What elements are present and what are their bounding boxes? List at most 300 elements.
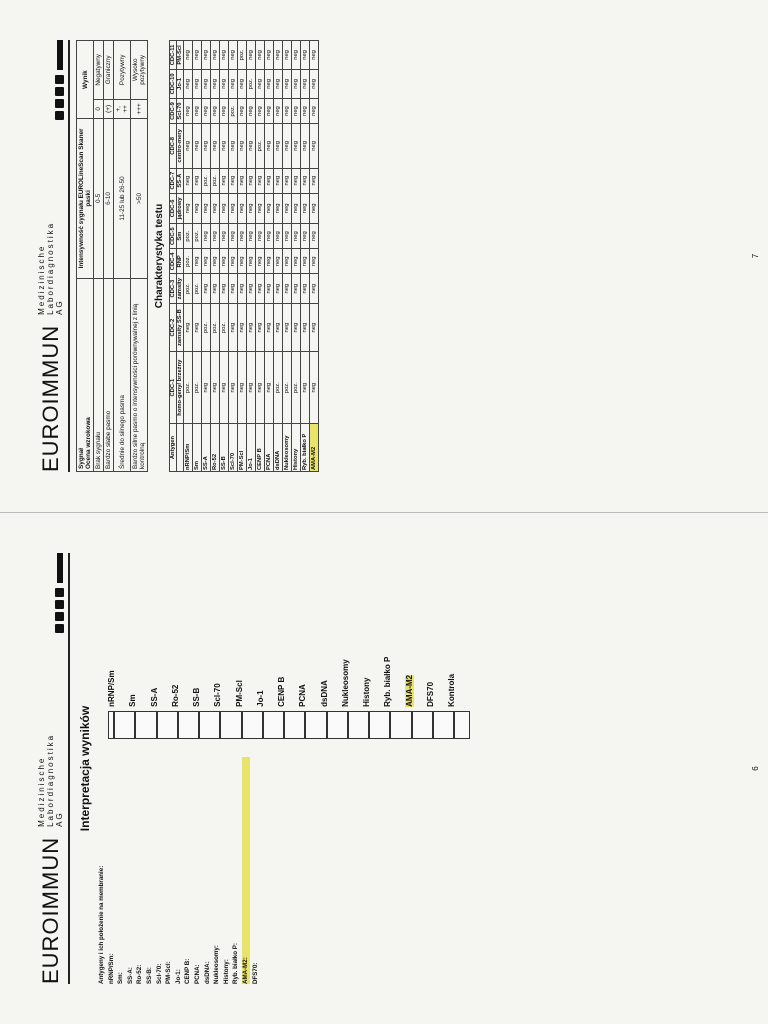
- table-cell: neg: [211, 124, 220, 168]
- table-cell: poz.: [211, 303, 220, 351]
- table-cell: neg: [229, 193, 238, 223]
- strip-label: AMA-M2: [404, 674, 414, 707]
- table-cell: neg: [193, 168, 202, 193]
- brand-sub-line: Medizinische: [37, 756, 46, 827]
- table-row: [202, 41, 211, 472]
- antigen-term: PM-Scl:: [165, 961, 173, 984]
- antigen-term: SS-B:: [145, 967, 153, 984]
- table-cell: neg: [220, 41, 229, 70]
- table-cell: neg: [247, 303, 256, 351]
- section-title: Charakterystyka testu: [154, 203, 165, 309]
- table-cell: SS-A: [202, 424, 211, 472]
- strip-band: [389, 712, 391, 738]
- table-cell: PM-Scl: [238, 424, 247, 472]
- table-cell: neg: [211, 249, 220, 274]
- strip-label: PCNA: [298, 684, 308, 707]
- table-cell: neg: [211, 224, 220, 249]
- table-cell: neg: [256, 274, 265, 304]
- strip-band: [368, 712, 370, 738]
- table-cell: neg: [193, 98, 202, 123]
- table-cell: poz.: [256, 124, 265, 168]
- table-cell: neg: [310, 274, 319, 304]
- table-cell: poz.: [184, 352, 193, 424]
- strip-label: Ryb. białko P: [383, 656, 393, 707]
- table-cell: neg: [265, 98, 274, 123]
- strip-label: Histony: [362, 677, 371, 707]
- intensity-table: [76, 40, 148, 472]
- table-cell: neg: [292, 124, 301, 168]
- antigen-definition: [194, 757, 202, 984]
- antigen-definition: [204, 757, 212, 984]
- table-cell: neg: [193, 41, 202, 70]
- antigen-definition: [108, 757, 116, 984]
- table-cell: neg: [310, 249, 319, 274]
- antigen-definition: [165, 757, 173, 984]
- strip-band: [134, 712, 136, 738]
- antigen-definition: [175, 757, 183, 984]
- strip-label: Scl-70: [213, 683, 223, 707]
- table-row: [301, 41, 310, 472]
- table-cell: neg: [184, 124, 193, 168]
- table-cell: Ro-52: [211, 424, 220, 472]
- table-cell: neg: [202, 98, 211, 123]
- table-cell: neg: [220, 352, 229, 424]
- table-cell: neg: [310, 98, 319, 123]
- table-cell: +++: [131, 99, 148, 119]
- table-cell: neg: [247, 193, 256, 223]
- table-row: [94, 41, 104, 472]
- table-cell: neg: [220, 193, 229, 223]
- table-cell: neg: [229, 124, 238, 168]
- table-cell: neg: [292, 69, 301, 98]
- strip-band: [432, 712, 434, 738]
- table-cell: neg: [202, 274, 211, 304]
- table-cell: neg: [301, 41, 310, 70]
- table-cell: neg: [301, 352, 310, 424]
- table-cell: Negatywny: [94, 41, 104, 100]
- table-cell: Brak sygnału: [94, 278, 104, 471]
- antigen-definition: [242, 757, 250, 984]
- antigen-definition: [156, 757, 164, 984]
- table-cell: neg: [301, 69, 310, 98]
- table-cell: neg: [310, 352, 319, 424]
- table-cell: neg: [310, 124, 319, 168]
- table-cell: +, ++: [114, 99, 131, 119]
- antigen-definition: [127, 757, 135, 984]
- table-cell: neg: [184, 168, 193, 193]
- table-cell: neg: [211, 193, 220, 223]
- table-cell: neg: [301, 249, 310, 274]
- brand-dots-icon: [55, 553, 64, 633]
- table-cell: neg: [184, 41, 193, 70]
- table-cell: neg: [274, 274, 283, 304]
- table-cell: 11-25 lub 26-50: [114, 119, 131, 278]
- table-cell: neg: [274, 41, 283, 70]
- table-cell: neg: [265, 193, 274, 223]
- table-cell: neg: [292, 224, 301, 249]
- strip-label: SS-A: [149, 687, 159, 707]
- table-cell: neg: [229, 168, 238, 193]
- antigen-term: DFS70:: [251, 962, 259, 984]
- table-cell: neg: [310, 69, 319, 98]
- table-cell: neg: [220, 224, 229, 249]
- table-cell: neg: [247, 168, 256, 193]
- strip-band: [326, 712, 328, 738]
- brand-sub-line: AG: [55, 811, 64, 827]
- table-cell: poz.: [193, 224, 202, 249]
- table-subheader: zamsity SS-B: [177, 303, 184, 351]
- table-cell: (+): [104, 99, 114, 119]
- table-cell: neg: [238, 249, 247, 274]
- strip-diagram: [98, 553, 456, 747]
- table-cell: neg: [184, 303, 193, 351]
- table-cell: 0: [94, 99, 104, 119]
- brand-sub-line: Labordiagnostika: [46, 221, 55, 315]
- table-cell: neg: [238, 352, 247, 424]
- table-cell: poz.: [274, 352, 283, 424]
- table-cell: Bardzo silne pasmo o intensywności porównywalnej z linią kontrolną: [131, 278, 148, 471]
- table-cell: neg: [265, 168, 274, 193]
- table-cell: neg: [247, 98, 256, 123]
- table-cell: neg: [292, 168, 301, 193]
- antigen-definitions: [98, 757, 261, 984]
- table-cell: poz.: [193, 274, 202, 304]
- table-cell: neg: [265, 124, 274, 168]
- table-cell: neg: [274, 168, 283, 193]
- table-subheader: jądrowy: [177, 193, 184, 223]
- table-cell: neg: [238, 168, 247, 193]
- table-header: CDC-8: [170, 124, 177, 168]
- brand-sub-line: Labordiagnostika: [46, 733, 55, 827]
- table-header: CDC-3: [170, 274, 177, 304]
- table-row: [131, 41, 148, 472]
- table-subheader: RNP: [177, 249, 184, 274]
- table-cell: CENP B: [256, 424, 265, 472]
- table-cell: neg: [238, 224, 247, 249]
- brand: [37, 222, 64, 472]
- table-row: [114, 41, 131, 472]
- table-cell: neg: [292, 193, 301, 223]
- table-cell: poz.: [211, 168, 220, 193]
- table-cell: neg: [184, 193, 193, 223]
- page-left: [0, 512, 768, 1024]
- antigen-term: nRNP/Sm:: [107, 953, 115, 984]
- table-cell: neg: [283, 168, 292, 193]
- table-subheader: [177, 424, 184, 472]
- table-cell: neg: [193, 124, 202, 168]
- table-cell: neg: [274, 98, 283, 123]
- table-cell: neg: [283, 274, 292, 304]
- table-row: [292, 41, 301, 472]
- strip-band: [219, 712, 221, 738]
- table-row: [265, 41, 274, 472]
- table-cell: neg: [184, 69, 193, 98]
- antigen-term: CENP B:: [184, 958, 192, 984]
- table-cell: neg: [292, 98, 301, 123]
- defs-list: [108, 757, 260, 984]
- table-subheader: Sm: [177, 224, 184, 249]
- table-cell: Nukleosomy: [283, 424, 292, 472]
- table-cell: Sm: [193, 424, 202, 472]
- strip-label: Sm: [128, 694, 138, 707]
- table-header: CDC-11: [170, 41, 177, 70]
- table-header: CDC-10: [170, 69, 177, 98]
- strip-label: Jo-1: [255, 690, 265, 707]
- table-cell: neg: [202, 224, 211, 249]
- table-cell: neg: [283, 124, 292, 168]
- table-cell: neg: [211, 69, 220, 98]
- table-cell: neg: [202, 41, 211, 70]
- table-row: [238, 41, 247, 472]
- table-cell: neg: [256, 303, 265, 351]
- table-header: CDC-6: [170, 193, 177, 223]
- table-cell: Histony: [292, 424, 301, 472]
- page-number: 6: [751, 766, 760, 771]
- table-cell: neg: [238, 69, 247, 98]
- table-cell: neg: [256, 98, 265, 123]
- table-cell: neg: [310, 224, 319, 249]
- defs-heading: Antygeny i ich położenie na membranie:: [98, 865, 105, 984]
- table-cell: neg: [256, 69, 265, 98]
- table-cell: neg: [274, 249, 283, 274]
- table-cell: neg: [265, 303, 274, 351]
- table-cell: neg: [229, 224, 238, 249]
- antigen-definition: [184, 757, 192, 984]
- table-cell: Jo-1: [247, 424, 256, 472]
- table-cell: neg: [256, 224, 265, 249]
- section-title: Interpretacja wyników: [78, 705, 92, 832]
- antigen-definition: [232, 757, 240, 984]
- table-cell: neg: [301, 98, 310, 123]
- table-cell: neg: [265, 41, 274, 70]
- antigen-definition: [252, 757, 260, 984]
- table-cell: neg: [274, 124, 283, 168]
- strip-label: DFS70: [425, 681, 435, 707]
- table-header: CDC-7: [170, 168, 177, 193]
- table-row: [211, 41, 220, 472]
- table-cell: neg: [247, 352, 256, 424]
- table-subheader: PM-Scl: [177, 41, 184, 70]
- table-cell: SS-B: [220, 424, 229, 472]
- table-cell: Pozytywny: [114, 41, 131, 100]
- page-header: [28, 553, 70, 984]
- table-header: CDC-4: [170, 249, 177, 274]
- antigen-definition: [117, 757, 125, 984]
- antigen-term: AMA-M2:: [241, 957, 249, 984]
- test-strip: [108, 711, 470, 739]
- table-cell: Scl-70: [229, 424, 238, 472]
- table-header: Sygnał Ocena wzrokowa: [77, 278, 94, 471]
- table-cell: poz.: [283, 352, 292, 424]
- table-cell: neg: [247, 41, 256, 70]
- strip-band: [241, 712, 243, 738]
- table-cell: nRNP/Sm: [184, 424, 193, 472]
- table-subheader: zamsity: [177, 274, 184, 304]
- table-cell: neg: [202, 249, 211, 274]
- table-cell: neg: [283, 224, 292, 249]
- table-subheader: homo-geny/ brzeżny: [177, 352, 184, 424]
- table-header: Antygen: [170, 424, 177, 472]
- table-cell: neg: [220, 274, 229, 304]
- table-cell: neg: [292, 303, 301, 351]
- table-cell: neg: [193, 69, 202, 98]
- table-cell: neg: [265, 274, 274, 304]
- antigen-term: Scl-70:: [155, 963, 163, 984]
- page-header: [28, 40, 70, 472]
- table-cell: neg: [310, 168, 319, 193]
- antigen-definition: [213, 757, 221, 984]
- table-cell: neg: [202, 69, 211, 98]
- page-number: 7: [751, 253, 760, 259]
- strip-band: [156, 712, 158, 738]
- table-cell: Graniczny: [104, 41, 114, 100]
- table-cell: neg: [283, 249, 292, 274]
- strip-label: Ro-52: [170, 684, 180, 707]
- table-cell: neg: [247, 124, 256, 168]
- table-cell: neg: [247, 249, 256, 274]
- strip-label: Nukleosomy: [340, 659, 350, 707]
- table-cell: neg: [310, 193, 319, 223]
- strip-label: dsDNA: [319, 680, 329, 707]
- strip-band: [198, 712, 200, 738]
- strip-band: [304, 712, 306, 738]
- table-cell: neg: [274, 193, 283, 223]
- table-cell: neg: [229, 303, 238, 351]
- table-cell: neg: [265, 352, 274, 424]
- table-cell: poz.: [202, 168, 211, 193]
- strip-band: [113, 712, 115, 738]
- table-cell: neg: [229, 249, 238, 274]
- table-cell: neg: [238, 303, 247, 351]
- table-cell: neg: [301, 274, 310, 304]
- table-cell: 6-10: [104, 119, 114, 278]
- table-cell: neg: [301, 303, 310, 351]
- table-cell: neg: [247, 224, 256, 249]
- table-cell: neg: [265, 249, 274, 274]
- table-cell: neg: [310, 41, 319, 70]
- table-cell: neg: [292, 249, 301, 274]
- table-cell: neg: [238, 193, 247, 223]
- table-cell: neg: [202, 124, 211, 168]
- table-cell: poz.: [247, 69, 256, 98]
- table-cell: poz.: [202, 303, 211, 351]
- antigen-term: PCNA:: [193, 964, 201, 984]
- table-cell: neg: [220, 124, 229, 168]
- table-cell: neg: [211, 98, 220, 123]
- table-cell: neg: [310, 303, 319, 351]
- strip-band: [177, 712, 179, 738]
- brand-subtitle: [37, 222, 64, 315]
- table-row: [104, 41, 114, 472]
- table-cell: neg: [211, 41, 220, 70]
- table-cell: neg: [256, 352, 265, 424]
- table-cell: neg: [229, 41, 238, 70]
- table-cell: neg: [238, 124, 247, 168]
- table-cell: neg: [283, 303, 292, 351]
- antigen-section: [98, 553, 456, 984]
- antigen-term: Histony:: [222, 959, 230, 984]
- table-cell: Bardzo słabe pasmo: [104, 278, 114, 471]
- table-row: [229, 41, 238, 472]
- antigen-term: SS-A:: [126, 967, 134, 984]
- table-cell: neg: [193, 249, 202, 274]
- brand-dots-icon: [55, 40, 64, 120]
- table-cell: neg: [301, 168, 310, 193]
- table-cell: poz.: [184, 249, 193, 274]
- brand-logo-text: EUROIMMUN: [38, 836, 63, 984]
- cdc-table: [169, 40, 319, 472]
- table-cell: neg: [202, 352, 211, 424]
- table-row: [283, 41, 292, 472]
- strip-band: [411, 712, 413, 738]
- table-cell: poz.: [220, 303, 229, 351]
- strip-band: [347, 712, 349, 738]
- table-cell: poz.: [184, 224, 193, 249]
- table-cell: Wysoko pozytywny: [131, 41, 148, 100]
- table-cell: poz.: [292, 352, 301, 424]
- table-cell: neg: [193, 193, 202, 223]
- table-cell: neg: [274, 303, 283, 351]
- brand-logo-text: EUROIMMUN: [38, 324, 63, 472]
- table-row: [256, 41, 265, 472]
- table-cell: neg: [301, 193, 310, 223]
- antigen-term: Ro-52:: [136, 964, 144, 984]
- table-cell: neg: [265, 224, 274, 249]
- table-cell: neg: [211, 274, 220, 304]
- table-cell: >50: [131, 119, 148, 278]
- table-cell: neg: [202, 193, 211, 223]
- table-cell: Ryb. białko P: [301, 424, 310, 472]
- table-cell: neg: [283, 98, 292, 123]
- strip-label: SS-B: [192, 687, 201, 707]
- table-cell: dsDNA: [274, 424, 283, 472]
- table-cell: neg: [256, 168, 265, 193]
- table-cell: neg: [229, 352, 238, 424]
- strip-label: Kontrola: [447, 673, 456, 707]
- table-cell: neg: [292, 274, 301, 304]
- table-cell: poz.: [238, 41, 247, 70]
- table-cell: neg: [238, 98, 247, 123]
- antigen-definition: [146, 757, 154, 984]
- brand-subtitle: [37, 734, 64, 827]
- table-cell: neg: [292, 41, 301, 70]
- table-subheader: Scl-70: [177, 98, 184, 123]
- table-cell: neg: [274, 224, 283, 249]
- table-cell: neg: [247, 274, 256, 304]
- table-cell: AMA-M2: [310, 424, 319, 472]
- table-cell: neg: [184, 98, 193, 123]
- table-cell: neg: [220, 168, 229, 193]
- table-cell: neg: [256, 41, 265, 70]
- brand-sub-line: AG: [55, 299, 64, 315]
- table-header: CDC-9: [170, 98, 177, 123]
- table-header: Wynik: [77, 41, 94, 119]
- brand-sub-line: Medizinische: [37, 244, 46, 315]
- antigen-definition: [136, 757, 144, 984]
- strip-label: nRNP/Sm: [107, 670, 116, 707]
- table-cell: PCNA: [265, 424, 274, 472]
- table-subheader: Jo-1: [177, 69, 184, 98]
- table-header: CDC-5: [170, 224, 177, 249]
- table-cell: neg: [256, 193, 265, 223]
- table-cell: neg: [220, 249, 229, 274]
- table-cell: neg: [229, 274, 238, 304]
- table-header: CDC-2: [170, 303, 177, 351]
- antigen-definition: [223, 757, 231, 984]
- antigen-term: Sm:: [117, 972, 125, 984]
- table-cell: neg: [283, 193, 292, 223]
- strip-label: CENP B: [277, 676, 286, 707]
